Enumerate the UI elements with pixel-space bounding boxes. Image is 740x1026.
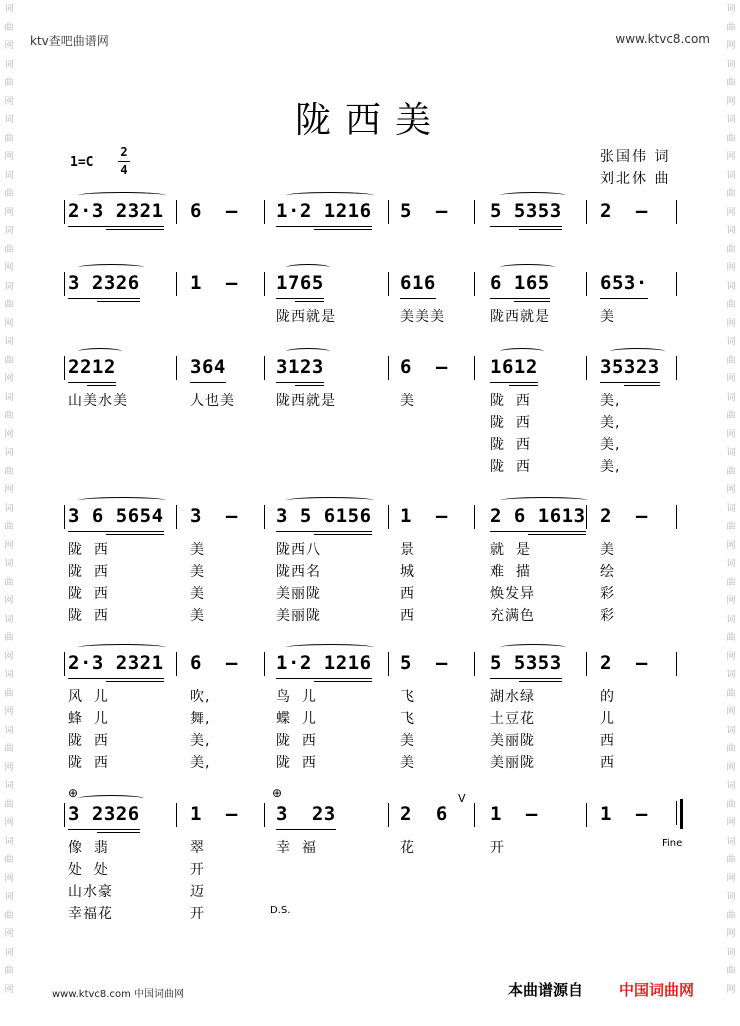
barline (474, 200, 475, 224)
slur-arc (500, 264, 555, 271)
lyric-syllables: 的 (600, 689, 615, 705)
beam-line (68, 226, 164, 227)
lyric-syllables: 开 (190, 906, 205, 922)
lyric-syllables: 舞, (190, 711, 211, 727)
measure-notes: 6 – (190, 200, 238, 222)
measure-notes: 1 – (190, 803, 238, 825)
lyric-syllables: 山水豪 (68, 884, 113, 900)
beam-line (68, 678, 164, 679)
barline (388, 652, 389, 676)
fine-marker: Fine (662, 838, 683, 849)
barline (264, 200, 265, 224)
beam-line (276, 678, 372, 679)
measure-notes: 5 5353 (490, 652, 562, 674)
beam-line (276, 226, 372, 227)
beam-line (276, 829, 336, 830)
barline (176, 200, 177, 224)
footer-source-site: 中国词曲网 (619, 981, 695, 999)
barline (264, 272, 265, 296)
lyric-syllables: 美 (190, 564, 205, 580)
lyric-syllables: 美 (600, 542, 615, 558)
beam-line (400, 298, 436, 299)
barline (586, 505, 587, 529)
measure-notes: 3123 (276, 356, 324, 378)
beam-line (490, 531, 586, 532)
slur-arc (500, 644, 566, 651)
slur-arc (78, 264, 144, 271)
beam-line (314, 229, 372, 230)
barline (264, 652, 265, 676)
beam-line (190, 382, 226, 383)
lyric-syllables: 陇西名 (276, 564, 321, 580)
measure-notes: 2 – (600, 652, 648, 674)
lyric-syllables: 美 (400, 393, 415, 409)
left-watermark: 词曲网词曲网词曲网词曲网词曲网词曲网词曲网词曲网词曲网词曲网词曲网词曲网词曲网词曲网词曲网词曲网词曲网词曲网 (4, 4, 14, 995)
measure-notes: 364 (190, 356, 226, 378)
beam-line (624, 385, 660, 386)
lyric-syllables: 陇 西 (490, 459, 531, 475)
measure-notes: 3 5 6156 (276, 505, 372, 527)
barline (676, 505, 677, 529)
measure-notes: 1612 (490, 356, 538, 378)
beam-line (490, 382, 538, 383)
lyric-syllables: 翠 (190, 840, 205, 856)
barline (176, 652, 177, 676)
measure-notes: 5 – (400, 652, 448, 674)
beam-line (106, 229, 164, 230)
barline (676, 652, 677, 676)
lyric-syllables: 美, (190, 755, 211, 771)
lyric-syllables: 美 (190, 586, 205, 602)
barline (676, 272, 677, 296)
lyric-syllables: 景 (400, 542, 415, 558)
slur-arc (500, 348, 544, 355)
measure-notes: 2·3 2321 (68, 652, 164, 674)
slur-arc (286, 264, 330, 271)
beam-line (68, 531, 164, 532)
lyric-syllables: 充满色 (490, 608, 535, 624)
barline (676, 356, 677, 380)
lyric-syllables: 土豆花 (490, 711, 535, 727)
lyric-syllables: 西 (600, 733, 615, 749)
beam-line (106, 681, 164, 682)
site-name-left: ktv查吧曲谱网 (30, 34, 109, 48)
lyric-syllables: 彩 (600, 608, 615, 624)
measure-notes: 2212 (68, 356, 116, 378)
barline (388, 505, 389, 529)
lyric-syllables: 美美美 (400, 309, 445, 325)
barline (474, 803, 475, 827)
measure-notes: 5 – (400, 200, 448, 222)
measure-notes: 616 (400, 272, 436, 294)
lyric-syllables: 开 (490, 840, 505, 856)
beam-line (490, 226, 562, 227)
lyric-syllables: 美 (400, 733, 415, 749)
measure-notes: 1 – (190, 272, 238, 294)
barline (586, 272, 587, 296)
beam-line (68, 382, 116, 383)
segno-icon: ⊕ (272, 786, 283, 800)
slur-arc (286, 644, 374, 651)
beam-line (276, 531, 372, 532)
lyric-syllables: 美丽陇 (490, 733, 535, 749)
lyric-syllables: 像 翡 (68, 840, 109, 856)
lyric-syllables: 幸福花 (68, 906, 113, 922)
lyric-syllables: 陇西八 (276, 542, 321, 558)
slur-arc (78, 192, 166, 199)
slur-arc (286, 497, 374, 504)
lyric-syllables: 美丽陇 (276, 608, 321, 624)
breath-mark: V (458, 792, 466, 805)
time-signature-bottom: 4 (120, 163, 128, 177)
time-signature (118, 145, 130, 178)
final-barline (680, 799, 683, 829)
lyric-syllables: 蜂 儿 (68, 711, 109, 727)
beam-line (514, 301, 550, 302)
lyric-syllables: 陇 西 (490, 415, 531, 431)
lyric-syllables: 陇 西 (276, 755, 317, 771)
beam-line (97, 301, 140, 302)
beam-line (509, 385, 538, 386)
lyric-syllables: 陇 西 (276, 733, 317, 749)
beam-line (87, 385, 116, 386)
lyric-syllables: 陇西就是 (490, 309, 550, 325)
barline (586, 200, 587, 224)
measure-notes: 653· (600, 272, 648, 294)
beam-line (490, 298, 550, 299)
measure-notes: 2·3 2321 (68, 200, 164, 222)
barline (474, 356, 475, 380)
measure-notes: 1765 (276, 272, 324, 294)
beam-line (490, 678, 562, 679)
measure-notes: 2 – (600, 200, 648, 222)
lyric-syllables: 西 (400, 608, 415, 624)
beam-line (519, 229, 562, 230)
lyric-syllables: 陇 西 (68, 608, 109, 624)
measure-notes: 6 165 (490, 272, 550, 294)
composer-credit: 刘北休 曲 (600, 171, 671, 187)
footer-site: www.ktvc8.com 中国词曲网 (52, 989, 185, 1000)
barline (176, 356, 177, 380)
measure-notes: 5 5353 (490, 200, 562, 222)
barline (176, 505, 177, 529)
measure-notes: 6 – (400, 356, 448, 378)
measure-notes: 35323 (600, 356, 660, 378)
beam-line (295, 385, 324, 386)
barline (388, 356, 389, 380)
lyric-syllables: 美 (190, 542, 205, 558)
lyric-syllables: 陇 西 (68, 586, 109, 602)
beam-line (600, 298, 648, 299)
barline (676, 200, 677, 224)
barline (64, 652, 65, 676)
lyric-syllables: 湖水绿 (490, 689, 535, 705)
lyric-syllables: 陇 西 (68, 542, 109, 558)
slur-arc (500, 192, 566, 199)
barline (64, 272, 65, 296)
barline (586, 652, 587, 676)
lyric-syllables: 陇西就是 (276, 309, 336, 325)
lyric-syllables: 美, (600, 393, 621, 409)
lyric-syllables: 处 处 (68, 862, 109, 878)
barline (64, 200, 65, 224)
lyric-syllables: 美 (190, 608, 205, 624)
beam-line (295, 301, 324, 302)
beam-line (97, 832, 140, 833)
lyric-syllables: 飞 (400, 711, 415, 727)
measure-notes: 1·2 1216 (276, 200, 372, 222)
measure-notes: 1 – (490, 803, 538, 825)
lyric-syllables: 难 描 (490, 564, 531, 580)
slur-arc (78, 644, 166, 651)
footer-source-label: 本曲谱源自 (508, 981, 584, 999)
lyric-syllables: 陇西就是 (276, 393, 336, 409)
measure-notes: 2 – (600, 505, 648, 527)
measure-notes: 1 – (400, 505, 448, 527)
lyric-syllables: 蝶 儿 (276, 711, 317, 727)
measure-notes: 3 23 (276, 803, 336, 825)
lyric-syllables: 陇 西 (68, 733, 109, 749)
slur-arc (286, 348, 330, 355)
barline (474, 272, 475, 296)
lyric-syllables: 西 (400, 586, 415, 602)
lyric-syllables: 人也美 (190, 393, 235, 409)
lyric-syllables: 绘 (600, 564, 615, 580)
lyric-syllables: 彩 (600, 586, 615, 602)
lyric-syllables: 幸 福 (276, 840, 317, 856)
slur-arc (78, 795, 144, 802)
lyric-syllables: 开 (190, 862, 205, 878)
barline (264, 803, 265, 827)
beam-line (68, 829, 140, 830)
beam-line (68, 298, 140, 299)
right-watermark: 词曲网词曲网词曲网词曲网词曲网词曲网词曲网词曲网词曲网词曲网词曲网词曲网词曲网词曲网词曲网词曲网词曲网词曲网 (726, 4, 736, 995)
lyric-syllables: 陇 西 (490, 393, 531, 409)
lyric-syllables: 花 (400, 840, 415, 856)
lyric-syllables: 山美水美 (68, 393, 128, 409)
barline (388, 272, 389, 296)
lyric-syllables: 陇 西 (68, 755, 109, 771)
measure-notes: 1 – (600, 803, 648, 825)
beam-line (314, 534, 372, 535)
lyric-syllables: 美, (600, 415, 621, 431)
lyric-syllables: 美, (600, 459, 621, 475)
measure-notes: 3 6 5654 (68, 505, 164, 527)
time-signature-top: 2 (120, 145, 128, 159)
barline (586, 356, 587, 380)
beam-line (600, 382, 660, 383)
beam-line (276, 298, 324, 299)
lyric-syllables: 鸟 儿 (276, 689, 317, 705)
lyric-syllables: 西 (600, 755, 615, 771)
lyric-syllables: 就 是 (490, 542, 531, 558)
key-signature: 1=C (70, 155, 94, 170)
lyric-syllables: 美丽陇 (490, 755, 535, 771)
lyricist-credit: 张国伟 词 (600, 149, 671, 165)
lyric-syllables: 美, (190, 733, 211, 749)
slur-arc (500, 497, 588, 504)
lyric-syllables: 美 (600, 309, 615, 325)
beam-line (314, 681, 372, 682)
beam-line (276, 382, 324, 383)
barline (388, 803, 389, 827)
measure-notes: 2 6 (400, 803, 448, 825)
slur-arc (286, 192, 374, 199)
lyric-syllables: 陇 西 (490, 437, 531, 453)
beam-line (519, 681, 562, 682)
lyric-syllables: 美 (400, 755, 415, 771)
lyric-syllables: 吹, (190, 689, 211, 705)
beam-line (106, 534, 164, 535)
lyric-syllables: 美丽陇 (276, 586, 321, 602)
barline (474, 652, 475, 676)
lyric-syllables: 飞 (400, 689, 415, 705)
slur-arc (610, 348, 665, 355)
site-url-right: www.ktvc8.com (615, 32, 710, 46)
barline (264, 505, 265, 529)
measure-notes: 6 – (190, 652, 238, 674)
barline (176, 272, 177, 296)
barline (586, 803, 587, 827)
slur-arc (78, 497, 166, 504)
measure-notes: 3 – (190, 505, 238, 527)
slur-arc (78, 348, 122, 355)
measure-notes: 3 2326 (68, 272, 140, 294)
barline (474, 505, 475, 529)
song-title: 陇西美 (294, 100, 445, 141)
barline (64, 356, 65, 380)
lyric-syllables: 陇 西 (68, 564, 109, 580)
lyric-syllables: 焕发异 (490, 586, 535, 602)
lyric-syllables: 美, (600, 437, 621, 453)
segno-icon: ⊕ (68, 786, 79, 800)
barline (676, 801, 677, 825)
measure-notes: 2 6 1613 (490, 505, 586, 527)
barline (64, 505, 65, 529)
barline (264, 356, 265, 380)
lyric-syllables: 城 (400, 564, 415, 580)
barline (388, 200, 389, 224)
lyric-syllables: 迈 (190, 884, 205, 900)
measure-notes: 1·2 1216 (276, 652, 372, 674)
barline (176, 803, 177, 827)
barline (64, 803, 65, 827)
lyric-syllables: 儿 (600, 711, 615, 727)
measure-notes: 3 2326 (68, 803, 140, 825)
lyric-syllables: 风 儿 (68, 689, 109, 705)
dal-segno-marker: D.S. (270, 905, 291, 916)
beam-line (528, 534, 586, 535)
